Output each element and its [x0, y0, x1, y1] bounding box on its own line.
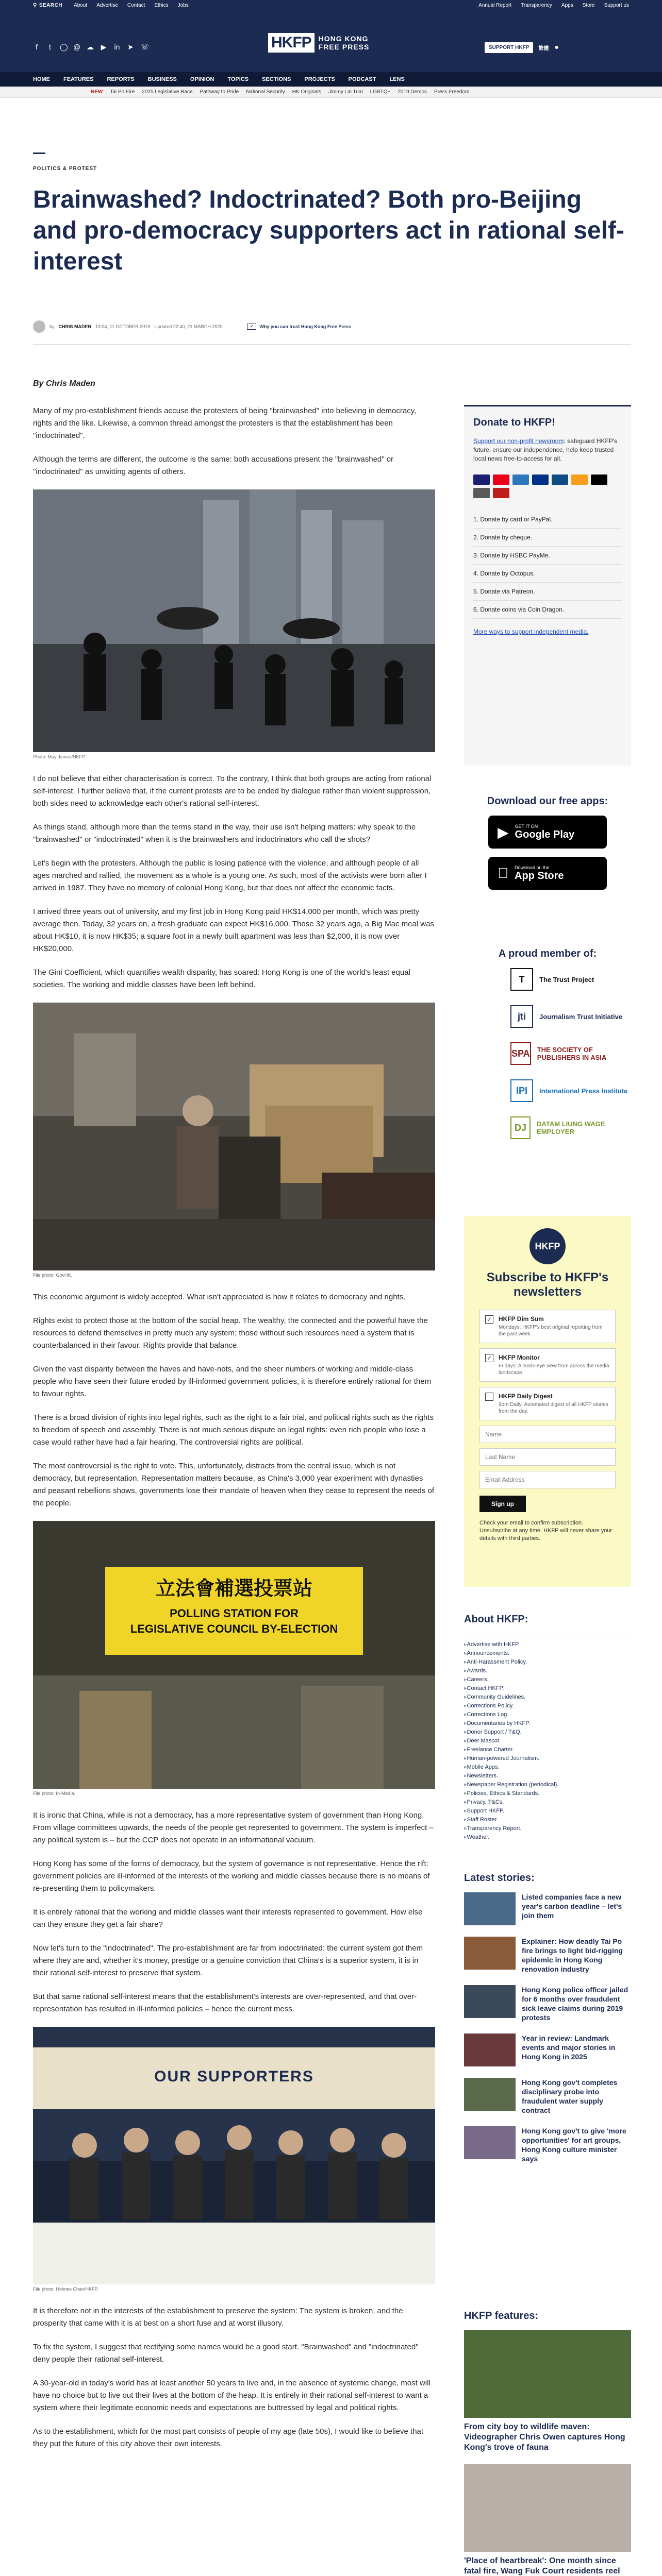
payment-card-icon — [591, 474, 607, 485]
about-link[interactable]: ▸ Support HKFP. — [464, 1807, 631, 1816]
member-org-name: THE SOCIETY OF PUBLISHERS IN ASIA — [537, 1046, 607, 1061]
feature-story[interactable] — [464, 2330, 631, 2453]
member-logo-icon: IPI — [510, 1079, 533, 1102]
about-heading: About HKFP: — [464, 1614, 528, 1625]
latest-story[interactable] — [464, 1937, 631, 1974]
about-link[interactable]: ▸ Staff Roster. — [464, 1816, 631, 1824]
paragraph: Given the vast disparity between the haves and have-nots, and the sheer numbers of working and middle-class people who have seen their future eroded by ill-informed government policies, it is therefore entirely rational for them to favour rights. — [33, 1365, 432, 1398]
util-link-advertise[interactable]: Advertise — [96, 2, 118, 8]
logo-line2: FREE PRESS — [318, 43, 370, 51]
payment-card-icon — [473, 474, 490, 485]
newsletter-option-title: HKFP Monitor — [499, 1354, 540, 1361]
about-link[interactable]: ▸ Freelance Charter. — [464, 1745, 631, 1754]
member-logo-icon: T — [510, 968, 533, 991]
member-logo-icon: SPA — [510, 1042, 531, 1065]
paragraph: Rights exist to protect those at the bottom of the social heap. The wealthy, the connected and the powerful have the resources to defend themselves in pretty much any system; those without such resources need a system that is counterbalanced in their favour. Rights provide that balance. — [33, 1316, 428, 1350]
photo-caption: File photo: In-Media. — [33, 1791, 76, 1796]
paragraph: As things stand, although more than the terms stand in the way, their use isn't helping matters: why speak to the "brainwashed" or "indoctrinated" when it is the brainwashers and indoctrinators who call the shots? — [33, 823, 416, 844]
member-org[interactable] — [510, 968, 631, 991]
youtube-icon[interactable]: ▶ — [101, 43, 107, 51]
about-link[interactable]: ▸ Community Guidelines. — [464, 1693, 631, 1702]
story-thumbnail[interactable] — [464, 1892, 516, 1925]
article-byline: By Chris Maden — [33, 379, 95, 388]
byline — [33, 320, 631, 333]
article-body — [33, 405, 435, 2462]
latest-stories-widget — [464, 1872, 631, 2175]
payment-card-icon — [571, 474, 588, 485]
paragraph: The Gini Coefficient, which quantifies wealth disparity, has soared: Hong Kong is one of the world's least equal societies. The working and middle classes have been left behind. — [33, 968, 410, 989]
about-link[interactable]: ▸ Contact HKFP. — [464, 1684, 631, 1693]
nav-topics[interactable]: TOPICS — [227, 76, 249, 82]
twitter-icon[interactable]: t — [49, 43, 51, 51]
newsletter-widget — [464, 1216, 631, 1587]
payment-card-icon — [552, 474, 568, 485]
story-thumbnail[interactable] — [464, 1985, 516, 2018]
trust-link-text: Why you can trust Hong Kong Free Press — [259, 324, 351, 329]
language-link[interactable]: 繁體 — [538, 46, 549, 52]
checkbox[interactable] — [485, 1393, 493, 1401]
polling-sign-english-1: POLLING STATION FOR — [170, 1607, 299, 1620]
features-heading: HKFP features: — [464, 2310, 539, 2321]
paragraph: Although the terms are different, the outcome is the same: both accusations present the "brainwashed" or "indoctrinated" as unwitting agents of others. — [33, 455, 394, 476]
polling-sign-chinese: 立法會補選投票站 — [155, 1577, 312, 1600]
paragraph: I do not believe that either characterisation is correct. To the contrary, I think that both groups are acting from rational self-interest. I further believe that, if the current protests are to be ended by dialogue rather than violent suppression, both sides need to acknowledge each other's rational self-interest. — [33, 774, 432, 808]
section-rule — [33, 152, 45, 154]
util-link-jobs[interactable]: Jobs — [177, 2, 189, 8]
polling-station-photo — [33, 1521, 435, 1789]
site-logo[interactable] — [268, 33, 369, 53]
google-play-button[interactable]: ▶ GET IT ON Google Play — [488, 816, 607, 849]
about-link[interactable]: ▸ Careers. — [464, 1675, 631, 1684]
article-dates: 13:04, 11 OCTOBER 2019 · Updated 22:40, 21 MARCH 2020 — [95, 324, 223, 329]
last-name-field[interactable] — [479, 1448, 616, 1466]
about-link[interactable]: ▸ Announcements. — [464, 1649, 631, 1658]
nav-home[interactable]: HOME — [33, 76, 50, 82]
util-link-contact[interactable]: Contact — [127, 2, 145, 8]
facebook-icon[interactable]: f — [36, 43, 38, 51]
member-heading: A proud member of: — [498, 948, 597, 959]
main-nav — [0, 72, 662, 87]
about-link[interactable]: ▸ Donor Support / T&Q. — [464, 1728, 631, 1737]
email-field[interactable] — [479, 1471, 616, 1488]
payment-card-icon — [512, 474, 529, 485]
feature-title[interactable]: From city boy to wildlife maven: Videographer Chris Owen captures Hong Kong's trove of fauna — [464, 2422, 625, 2452]
about-link[interactable]: ▸ Awards. — [464, 1667, 631, 1675]
paragraph: Many of my pro-establishment friends accuse the protesters of being "brainwashed" into believing in democracy, rights and the like. Likewise, a common thread amongst the protesters is that the establishment has been "indoctrinated". — [33, 406, 417, 440]
feature-image[interactable] — [464, 2464, 631, 2552]
story-thumbnail[interactable] — [464, 1937, 516, 1970]
support-hkfp-button[interactable]: SUPPORT HKFP — [485, 42, 533, 53]
author-name[interactable]: CHRIS MADEN — [58, 324, 92, 329]
util-link-transparency[interactable]: Transparency — [521, 2, 552, 8]
paragraph: It is entirely rational that the working and middle classes want their interests represented to government. How else can they ensure they get a fair share? — [33, 1908, 423, 1929]
photo-caption: Photo: May James/HKFP. — [33, 754, 86, 759]
latest-story[interactable] — [464, 2033, 631, 2066]
photo-caption: File photo: Holmes Chan/HKFP. — [33, 2286, 98, 2292]
latest-story[interactable] — [464, 1892, 631, 1925]
donate-option[interactable]: 4. Donate by Octopus. — [473, 565, 622, 583]
about-link[interactable]: ▸ Policies, Ethics & Standards. — [464, 1789, 631, 1798]
paragraph: It is ironic that China, while is not a democracy, has a more representative system of government than Hong Kong. From village committees upwards, the needs of the people get represented to government. The system is imperfect – any political system is – but the CCP does not operate in an informational vacuum. — [33, 1811, 434, 1844]
member-org-name: DATAM LIUNG WAGE EMPLOYER — [537, 1120, 605, 1136]
article-title: Brainwashed? Indoctrinated? Both pro-Beijing and pro-democracy supporters act in rational self-interest — [33, 186, 624, 275]
site-header — [0, 10, 662, 72]
story-thumbnail[interactable] — [464, 2033, 516, 2066]
about-link[interactable]: ▸ Privacy, T&Cs. — [464, 1798, 631, 1807]
google-play-icon: ▶ — [498, 824, 509, 840]
trending-new-label: NEW — [91, 89, 103, 95]
about-link[interactable]: ▸ Transparency Report. — [464, 1824, 631, 1833]
newsletter-option[interactable] — [479, 1310, 616, 1343]
paragraph: Now let's turn to the "indoctrinated". The pro-establishment are far from indoctrinated: the current system got them where they are and, whether it's money, prestige or a genuine conviction that China's is a superior system, it is in their rational self-interest to preserve that system. — [33, 1944, 423, 1977]
story-title[interactable]: Hong Kong gov't completes disciplinary probe into fraudulent water supply contract — [522, 2078, 618, 2114]
paragraph: This economic argument is widely accepted. What isn't appreciated is how it relates to democracy and rights. — [33, 1293, 406, 1301]
about-link[interactable]: ▸ Corrections Policy. — [464, 1702, 631, 1710]
whatsapp-icon[interactable]: ☏ — [140, 43, 150, 51]
trending-item[interactable]: Pathway to Pride — [200, 89, 239, 95]
payment-card-icon — [532, 474, 549, 485]
member-org-name: International Press Institute — [539, 1087, 628, 1095]
press-conference-photo — [33, 2027, 435, 2284]
donate-support-link[interactable]: Support our non-profit newsroom — [473, 437, 564, 445]
latest-story[interactable] — [464, 2078, 631, 2115]
payment-card-icon — [493, 474, 509, 485]
about-link[interactable]: ▸ Human-powered Journalism. — [464, 1754, 631, 1763]
newsletter-option-title: HKFP Daily Digest — [499, 1393, 553, 1400]
member-org-name: Journalism Trust Initiative — [539, 1012, 623, 1021]
protest-photo — [33, 489, 435, 752]
nav-reports[interactable]: REPORTS — [107, 76, 135, 82]
payment-card-icon — [473, 488, 490, 498]
donate-options — [473, 511, 622, 619]
paragraph: But that same rational self-interest means that the establishment's interests are over-represented, and that over-representation has resulted in ill-informed policies – hence the current mess. — [33, 1992, 417, 2013]
nav-projects[interactable]: PROJECTS — [304, 76, 335, 82]
story-title[interactable]: Hong Kong gov't to give 'more opportunities' for art groups, Hong Kong culture minister says — [522, 2127, 626, 2163]
newsletter-option-desc: Fridays: A lands-eye view from across the media landscape. — [499, 1363, 609, 1376]
threads-icon[interactable]: @ — [73, 43, 81, 51]
story-title[interactable]: Year in review: Landmark events and major stories in Hong Kong in 2025 — [522, 2034, 616, 2061]
first-name-field[interactable] — [479, 1426, 616, 1443]
trending-item[interactable]: Press Freedom — [434, 89, 470, 95]
member-org[interactable] — [510, 1079, 631, 1102]
trending-item[interactable]: 2019 Demos — [398, 89, 427, 95]
nav-lens[interactable]: LENS — [389, 76, 405, 82]
util-link-support[interactable]: Support us — [604, 2, 629, 8]
trending-item[interactable]: HK Originals — [292, 89, 321, 95]
story-title[interactable]: Listed companies face a new year's carbon deadline – let's join them — [522, 1893, 622, 1920]
feature-title[interactable]: 'Place of heartbreak': One month since fatal fire, Wang Fuk Court residents reel — [464, 2556, 620, 2575]
paragraph: I arrived three years out of university, and my first job in Hong Kong paid HK$14,000 per month, which was pretty average then. Today, 32 years on, a fresh graduate can expect HK$16,000. Those 32 years ago, a Big Mac meal was about HK$10, it is now HK$35; a square foot in a newly built apartment was less than $2,000, it is now over HK$20,000. — [33, 907, 434, 953]
polling-sign-english-2: LEGISLATIVE COUNCIL BY-ELECTION — [130, 1622, 338, 1635]
trending-item[interactable]: Jimmy Lai Trial — [328, 89, 363, 95]
newsletter-option-desc: Mondays: HKFP's best original reporting from the past week. — [499, 1325, 603, 1337]
paragraph: As to the establishment, which for the most part consists of people of my age (late 50s), I would like to believe that they put the future of this city above their own interests. — [33, 2427, 424, 2448]
about-link[interactable]: ▸ Weather. — [464, 1833, 631, 1842]
social-links — [33, 43, 150, 51]
newsletter-option[interactable] — [479, 1387, 616, 1420]
newsletter-title: Subscribe to HKFP's newsletters — [486, 1270, 609, 1299]
story-thumbnail[interactable] — [464, 2126, 516, 2159]
nav-business[interactable]: BUSINESS — [147, 76, 177, 82]
story-title[interactable]: Explainer: How deadly Tai Po fire brings to light bid-rigging epidemic in Hong Kong renovation industry — [522, 1937, 623, 1973]
signup-button[interactable]: Sign up — [479, 1496, 526, 1512]
bluesky-icon[interactable]: ☁ — [87, 43, 94, 51]
about-link[interactable]: ▸ Corrections Log. — [464, 1710, 631, 1719]
search-button[interactable]: ⚲ SEARCH — [33, 2, 63, 8]
paragraph: Let's begin with the protesters. Although the public is losing patience with the violence, and although people of all ages marched and rallied, the movement as a whole is a young one. As such, most of the activists were born after I arrived in 1987. They have no memory of colonial Hong Kong, but that does not affect the economic facts. — [33, 859, 427, 892]
about-link[interactable]: ▸ Newsletters. — [464, 1772, 631, 1781]
story-title[interactable]: Hong Kong police officer jailed for 6 months over fraudulent sick leave claims during 2019 protests — [522, 1986, 628, 2022]
banner-text: OUR SUPPORTERS — [154, 2068, 314, 2085]
utility-bar — [0, 0, 662, 10]
donate-option[interactable]: 2. Donate by cheque. — [473, 529, 622, 547]
about-link[interactable]: ▸ Advertise with HKFP. — [464, 1640, 631, 1649]
member-org[interactable] — [510, 1042, 631, 1065]
about-link[interactable]: ▸ Newspaper Registration (periodical). — [464, 1781, 631, 1789]
about-link[interactable]: ▸ Deer Mascot. — [464, 1737, 631, 1745]
byline-prefix: by — [49, 324, 55, 329]
about-link[interactable]: ▸ Mobile Apps. — [464, 1763, 631, 1772]
feature-story[interactable] — [464, 2464, 631, 2576]
search-icon: ⚲ — [33, 2, 37, 8]
paragraph: There is a broad division of rights into legal rights, such as the right to a fair trial, and political rights such as the rights to freedom of speech and assembly. There is not much serious dispute on legal rights: even rich people who lose a case would rather have had a fair hearing. The controversial rights are political. — [33, 1413, 434, 1447]
util-link-store[interactable]: Store — [582, 2, 595, 8]
about-link[interactable]: ▸ Anti-Harassment Policy. — [464, 1658, 631, 1667]
donate-option[interactable]: 3. Donate by HSBC PayMe. — [473, 547, 622, 565]
member-logo-icon: jti — [510, 1005, 533, 1028]
newsletter-note: Check your email to confirm subscription. Unsubscribe at any time. HKFP will never share your details with third parties. — [479, 1520, 613, 1541]
divider — [33, 344, 631, 345]
newsletter-option[interactable] — [479, 1348, 616, 1382]
story-thumbnail[interactable] — [464, 2078, 516, 2111]
latest-heading: Latest stories: — [464, 1872, 535, 1884]
member-org[interactable] — [510, 1005, 631, 1028]
about-link[interactable]: ▸ Documentaries by HKFP. — [464, 1719, 631, 1728]
author-avatar — [33, 320, 45, 333]
about-widget — [464, 1614, 631, 1842]
payment-cards — [473, 474, 622, 498]
apps-widget — [464, 795, 631, 890]
newsletter-logo: HKFP — [529, 1228, 566, 1264]
apple-icon — [498, 865, 508, 882]
member-org-name: The Trust Project — [539, 975, 594, 984]
trending-bar — [0, 87, 662, 98]
account-icon[interactable]: ☻ — [554, 45, 559, 50]
logo-line1: HONG KONG — [318, 35, 369, 43]
nav-sections[interactable]: SECTIONS — [262, 76, 291, 82]
app-store-button[interactable]: Download on the App Store — [488, 857, 607, 890]
checkbox[interactable]: ✓ — [485, 1354, 493, 1362]
donate-option[interactable]: 6. Donate coins via Coin Dragon. — [473, 601, 622, 619]
trending-item[interactable]: National Security — [246, 89, 285, 95]
photo-caption: File photo: GovHK. — [33, 1273, 73, 1278]
paragraph: The most controversial is the right to vote. This, unfortunately, distracts from the central issue, which is not democracy, but representation. Representation matters because, as China's 3,000 year experiment with dynasties and peasant rebellions shows, governments lose their mandate of heaven when they cease to represent the needs of the people. — [33, 1462, 434, 1507]
payment-card-icon — [493, 488, 509, 498]
trending-item[interactable]: LGBTQ+ — [370, 89, 391, 95]
newsletter-option-desc: 9pm Daily: Automated digest of all HKFP stories from the day. — [499, 1402, 608, 1414]
nav-podcast[interactable]: PODCAST — [348, 76, 376, 82]
elderly-worker-photo — [33, 1003, 435, 1270]
util-link-annual-report[interactable]: Annual Report — [478, 2, 512, 8]
linkedin-icon[interactable]: in — [114, 43, 120, 51]
telegram-icon[interactable]: ➤ — [127, 43, 134, 51]
util-link-ethics[interactable]: Ethics — [154, 2, 169, 8]
latest-story[interactable] — [464, 2126, 631, 2163]
feature-image[interactable] — [464, 2330, 631, 2418]
more-ways-link[interactable]: More ways to support independent media. — [473, 628, 589, 635]
paragraph: A 30-year-old in today's world has at least another 50 years to live and, in the absence of systemic change, most will have no choice but to live out their lives at the bottom of the heap. It is entirely in their rational self-interest to want a system where their legitimate economic needs and expectations are buttressed by legal and political rights. — [33, 2379, 431, 2412]
paragraph: To fix the system, I suggest that rectifying some names would be a good start. "Brainwashed" and "indoctrinated" deny people their rational self-interest. — [33, 2343, 419, 2364]
donate-widget — [464, 405, 631, 766]
member-logo-icon: DJ — [510, 1116, 531, 1139]
logo-mark: HKFP — [268, 33, 315, 53]
trust-icon: ✓ — [247, 324, 256, 330]
donate-option[interactable]: 1. Donate by card or PayPal. — [473, 511, 622, 529]
newsletter-option-title: HKFP Dim Sum — [499, 1315, 544, 1323]
trust-link[interactable] — [247, 324, 351, 330]
util-link-apps[interactable]: Apps — [561, 2, 573, 8]
trending-item[interactable]: Tai Po Fire — [110, 89, 135, 95]
latest-story[interactable] — [464, 1985, 631, 2022]
nav-opinion[interactable]: OPINION — [190, 76, 214, 82]
donate-blurb: Support our non-profit newsroom: safeguard HKFP's future, ensure our independence, help keep trusted local news free-to-access for all. — [473, 437, 618, 462]
member-org[interactable] — [510, 1116, 631, 1139]
checkbox[interactable]: ✓ — [485, 1315, 493, 1324]
instagram-icon[interactable]: ◯ — [60, 43, 68, 51]
donate-option[interactable]: 5. Donate via Patreon. — [473, 583, 622, 601]
paragraph: It is therefore not in the interests of the establishment to preserve the system: The system is broken, and the prosperity that came with it is at best on a short fuse and at worst illusory. — [33, 2307, 403, 2328]
member-widget — [464, 948, 631, 1154]
apps-heading: Download our free apps: — [487, 795, 608, 807]
util-link-about[interactable]: About — [74, 2, 88, 8]
trending-item[interactable]: 2025 Legislative Race — [142, 89, 193, 95]
nav-features[interactable]: FEATURES — [63, 76, 94, 82]
article-category[interactable]: POLITICS & PROTEST — [33, 166, 97, 172]
paragraph: Hong Kong has some of the forms of democracy, but the system of governance is not representative. Hence the rift: government policies are ill-informed of the interests of the working and middle classes because there is no means of re-presenting them to policymakers. — [33, 1859, 430, 1893]
features-widget — [464, 2310, 631, 2576]
donate-heading: Donate to HKFP! — [473, 417, 555, 428]
